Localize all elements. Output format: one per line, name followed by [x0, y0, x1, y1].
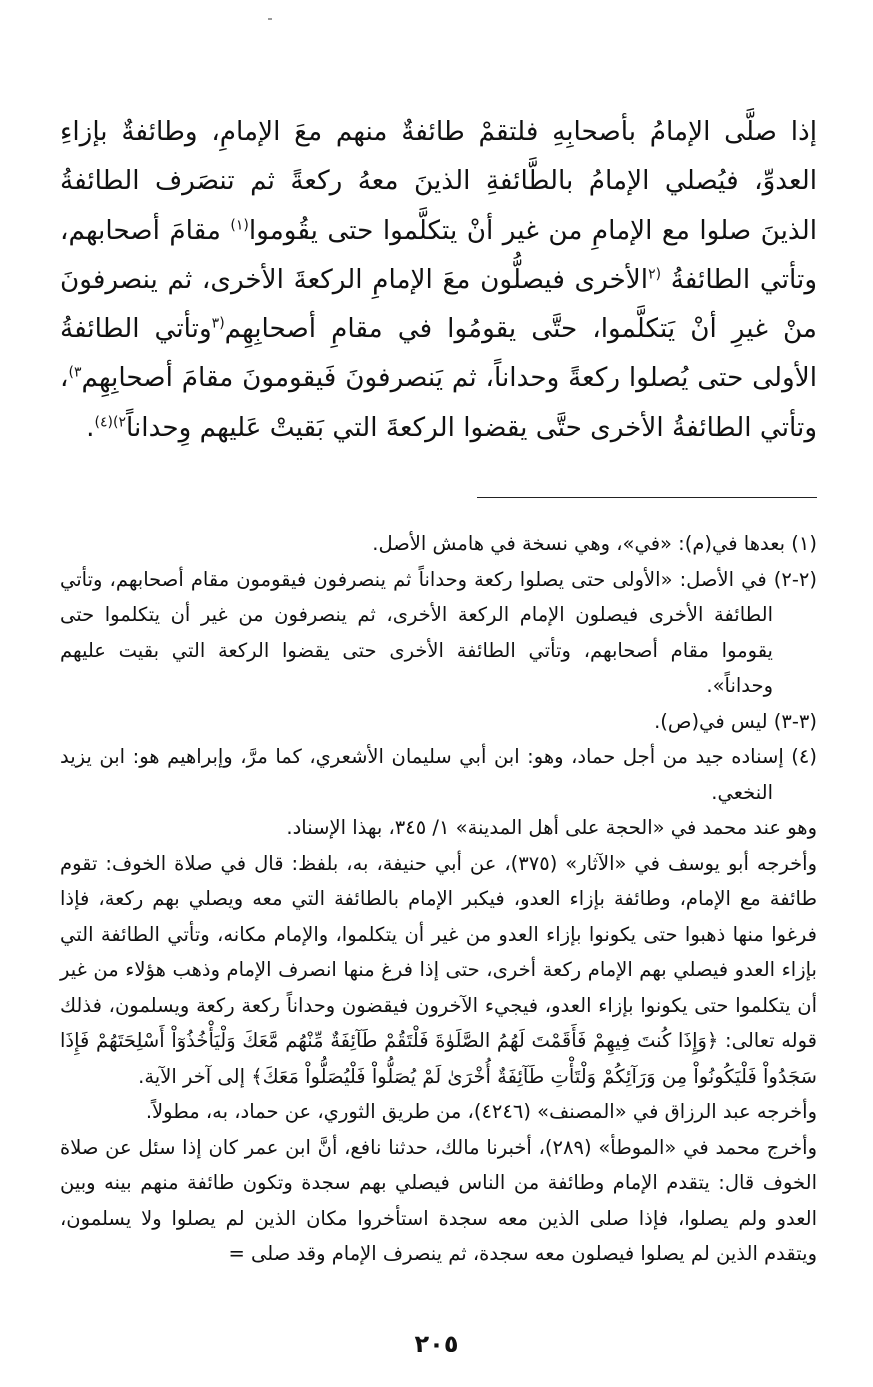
footnote-mark: (٤) — [94, 414, 113, 431]
footnote-2: (٢-٢) في الأصل: «الأولى حتى يصلوا ركعة وحداناً ثم ينصرفون فيقومون مقام أصحابهم، وتأتي الطائفة الأخرى فيصلون الإمام الركعة الأخرى، ثم ينصرفون من غير أن يتكلموا حتى يقوموا مقام أصحابهم، وتأتي الطائفة الأخرى حتى يقضوا الركعة التي بقيت عليهم وحداناً». — [60, 567, 817, 697]
footnote-mark: ٣) — [68, 364, 82, 381]
footnote-1: (١) بعدها في(م): «في»، وهي نسخة في هامش الأصل. — [372, 532, 817, 555]
main-text-segment: ، وتأتي الطائفةُ الأخرى حتَّى يقضوا الركعةَ التي بَقيتْ عَليهم وِحداناً — [60, 363, 817, 443]
main-text-block — [60, 108, 817, 453]
page-number: ٢٠٥ — [414, 1330, 459, 1358]
main-text-segment: . — [86, 412, 95, 443]
footnote-4: (٤) إسناده جيد من أجل حماد، وهو: ابن أبي سليمان الأشعري، كما مرَّ، وإبراهيم هو: ابن يزيد النخعي. — [60, 745, 817, 804]
main-text-segment: وتأتي الطائفةُ الأولى حتى يُصلوا ركعةً وحداناً، ثم يَنصرفونَ فَيقومونَ مقامَ أصحابِهِم — [60, 314, 817, 394]
footnote-mark: (١) — [230, 216, 249, 233]
footnote-mark: (٣ — [211, 315, 225, 332]
footnote-mark: ٢) — [113, 414, 126, 431]
main-text-segment: مقامَ أصحابهم، وتأتي الطائفةُ — [60, 215, 818, 295]
main-text-segment: إذا صلَّى الإمامُ بأصحابِهِ فلتقمْ طائفةٌ منهم معَ الإمامِ، وطائفةٌ بإزاءِ العدوِّ، فيُصلي الإمامُ بالطَّائفةِ الذينَ معهُ ركعةً ثم تنصَرف الطائفةُ الذينَ صلوا مع الإمامِ من غير أنْ يتكلَّموا حتى يقُوموا — [60, 117, 817, 246]
main-paragraph — [60, 108, 817, 453]
footnote-separator — [477, 497, 817, 498]
footnote-4-paragraph: وهو عند محمد في «الحجة على أهل المدينة» ١/ ٣٤٥، بهذا الإسناد. — [286, 816, 817, 839]
footnote-4-paragraph: وأخرجه أبو يوسف في «الآثار» (٣٧٥)، عن أبي حنيفة، به، بلفظ: قال في صلاة الخوف: تقوم طائفة مع الإمام، وطائفة بإزاء العدو، فيكبر الإمام بالطائفة التي معه ويصلي بهم ركعة، فإذا فرغوا منها ذهبوا حتى يكونوا بإزاء العدو من غير أن يتكلموا، والإمام مكانه، وتأتي الطائفة التي بإزاء العدو فيصلي بهم الإمام ركعة أخرى، حتى إذا فرغ منها انصرف الإمام وذهب هؤلاء من غير أن يتكلموا حتى يكونوا بإزاء العدو، فيجيء الآخرون فيقضون وحداناً ركعة ركعة ويسلمون، فذلك قوله تعالى: ﴿وَإِذَا كُنتَ فِيهِمْ فَأَقَمْتَ لَهُمُ الصَّلَوٰةَ فَلْتَقُمْ طَآئِفَةٌ مِّنْهُم مَّعَكَ وَلْيَأْخُذُوٓاْ أَسْلِحَتَهُمْ فَإِذَا سَجَدُواْ فَلْيَكُونُواْ مِن وَرَآئِكُمْ وَلْتَأْتِ طَآئِفَةٌ أُخْرَىٰ لَمْ يُصَلُّواْ فَلْيُصَلُّواْ مَعَكَ﴾ إلى آخر الآية. — [60, 851, 817, 1088]
footnote-4-paragraph: وأخرج محمد في «الموطأ» (٢٨٩)، أخبرنا مالك، حدثنا نافع، أنَّ ابن عمر كان إذا سئل عن صلاة الخوف قال: يتقدم الإمام وطائفة من الناس فيصلي بهم سجدة وتكون طائفة منهم بينه وبين العدو ولم يصلوا، فإذا صلى الذين معه سجدة استأخروا مكان الذين لم يصلوا ولا يسلمون، ويتقدم الذين لم يصلوا فيصلون معه سجدة، ثم ينصرف الإمام وقد صلى = — [60, 1135, 817, 1265]
scan-speck — [268, 18, 272, 20]
footnotes-block — [60, 526, 817, 1272]
footnote-mark: (٢ — [648, 266, 662, 283]
footnote-4-paragraph: وأخرجه عبد الرزاق في «المصنف» (٤٢٤٦)، من طريق الثوري، عن حماد، به، مطولاً. — [145, 1100, 817, 1123]
main-text-segment: الأخرى فيصلُّون معَ الإمامِ الركعةَ الأخرى، ثم ينصرفونَ منْ غيرِ أنْ يَتكلَّموا، حتَّى يقومُوا في مقامِ أصحابِهِم — [60, 264, 817, 345]
footnote-3: (٣-٣) ليس في(ص). — [654, 709, 817, 733]
